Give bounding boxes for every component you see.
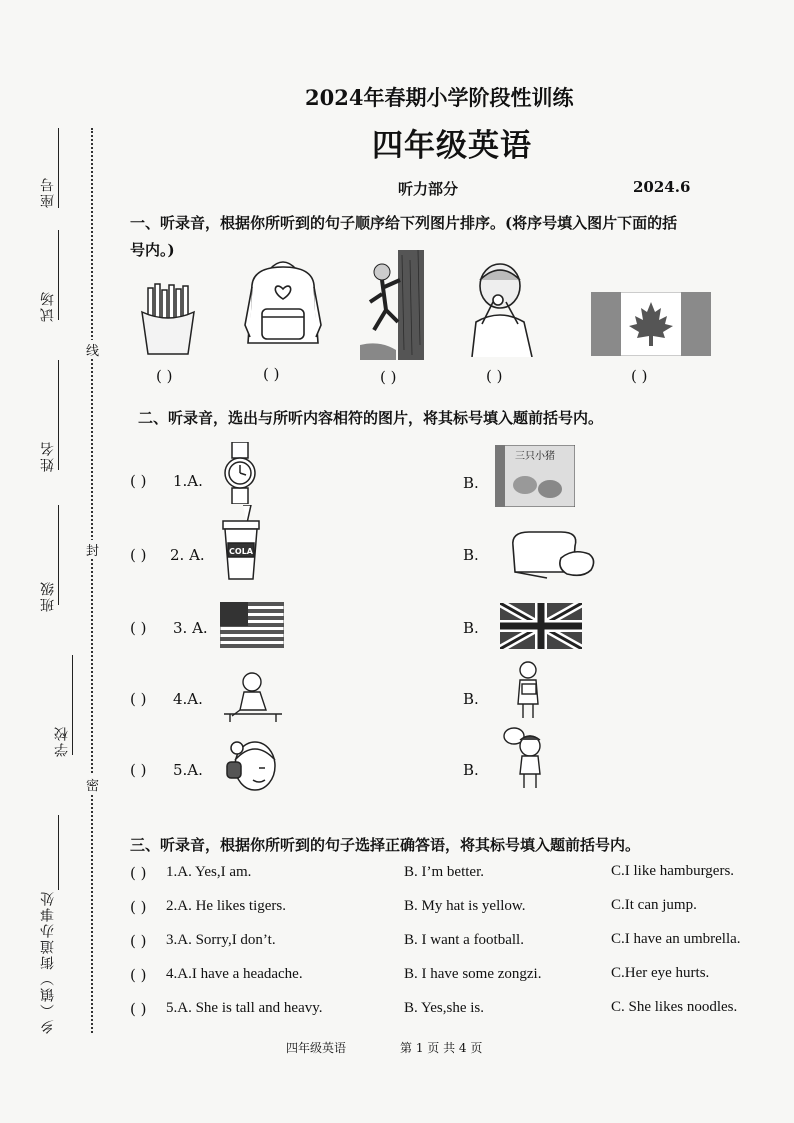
s2-q5-num: 5.A.: [173, 761, 203, 779]
s3-q1-option-a: 1.A. Yes,I am.: [166, 864, 252, 880]
watch-icon: [220, 442, 260, 504]
secret-mark: 密: [86, 775, 99, 794]
s3-q1-option-b: B. I’m better.: [404, 864, 484, 880]
s3-q5-option-a: 5.A. She is tall and heavy.: [166, 1000, 323, 1016]
s3-q4-option-a: 4.A.I have a headache.: [166, 966, 303, 982]
girl-sitting-icon: [222, 670, 284, 722]
s3-q3-option-b: B. I want a football.: [404, 932, 524, 948]
exam-date: 2024.6: [633, 178, 691, 196]
book-title-text: 三只小猪: [515, 451, 555, 462]
bread-icon: [503, 528, 599, 582]
s3-q5-option-c: C. She likes noodles.: [611, 999, 738, 1015]
fries-icon: [138, 282, 198, 358]
usa-flag-icon: [220, 602, 284, 648]
s2-q1-paren[interactable]: ( ): [130, 472, 147, 490]
s1-paren-1[interactable]: ( ): [156, 367, 173, 385]
s3-q2-option-a: 2.A. He likes tigers.: [166, 898, 286, 914]
s3-q3-paren[interactable]: ( ): [130, 932, 147, 950]
cola-label: COLA: [229, 547, 253, 556]
footer-page-number: 第 1 页 共 4 页: [400, 1041, 483, 1055]
s2-q5-paren[interactable]: ( ): [130, 761, 147, 779]
seat-label: 座号: [40, 176, 56, 208]
s3-q4-option-b: B. I have some zongzi.: [404, 966, 542, 982]
subject-title: 四年级英语: [372, 128, 532, 164]
s1-paren-2[interactable]: ( ): [263, 365, 280, 383]
s1-paren-5[interactable]: ( ): [631, 367, 648, 385]
canada-flag-icon: [591, 292, 711, 356]
s3-q1-paren[interactable]: ( ): [130, 864, 147, 882]
seal-mark: 封: [86, 540, 99, 559]
s2-q4-num: 4.A.: [173, 690, 203, 708]
town-label: 乡（镇）街道办事处: [40, 890, 56, 1034]
s1-paren-3[interactable]: ( ): [380, 368, 397, 386]
s2-q2-num: 2. A.: [170, 546, 205, 564]
boy-thinking-icon: [500, 726, 550, 790]
s2-q1-num: 1.A.: [173, 472, 203, 490]
s2-q5-b: B.: [463, 761, 479, 779]
section1-instruction-line1: 一、听录音，根据你所听到的句子顺序给下列图片排序。(将序号填入图片下面的括: [130, 214, 678, 232]
s2-q2-paren[interactable]: ( ): [130, 546, 147, 564]
s2-q4-b: B.: [463, 690, 479, 708]
footer-subject: 四年级英语: [286, 1041, 347, 1055]
uk-flag-icon: [500, 603, 582, 649]
girl-hurt-ear-icon: [225, 738, 281, 796]
s2-q4-paren[interactable]: ( ): [130, 690, 147, 708]
class-label: 班级: [40, 580, 56, 612]
line-mark: 线: [86, 340, 99, 359]
s1-paren-4[interactable]: ( ): [486, 367, 503, 385]
town-underline: [58, 815, 59, 890]
s2-q3-num: 3. A.: [173, 619, 208, 637]
sick-boy-icon: [462, 262, 542, 357]
three-little-pigs-book-icon: [495, 445, 575, 507]
binding-dotted-line: [91, 128, 93, 1033]
s3-q4-paren[interactable]: ( ): [130, 966, 147, 984]
room-underline: [58, 230, 59, 320]
s2-q2-b: B.: [463, 546, 479, 564]
s3-q4-option-c: C.Her eye hurts.: [611, 965, 710, 981]
backpack-icon: [240, 255, 326, 350]
s3-q3-option-a: 3.A. Sorry,I don’t.: [166, 932, 276, 948]
section3-instruction: 三、听录音，根据你所听到的句子选择正确答语，将其标号填入题前括号内。: [130, 836, 641, 854]
s2-q3-paren[interactable]: ( ): [130, 619, 147, 637]
s2-q1-b: B.: [463, 474, 479, 492]
s3-q5-option-b: B. Yes,she is.: [404, 1000, 485, 1016]
exam-title: 2024年春期小学阶段性训练: [305, 85, 574, 110]
s3-q1-option-c: C.I like hamburgers.: [611, 863, 735, 879]
section1-instruction-line2: 号内。): [130, 241, 175, 259]
cola-cup-icon: [221, 505, 261, 581]
name-label: 姓名: [40, 440, 56, 472]
seat-underline: [58, 128, 59, 208]
s3-q2-option-c: C.It can jump.: [611, 897, 697, 913]
school-label: 学校: [54, 725, 70, 757]
girl-reading-icon: [508, 660, 548, 720]
class-underline: [58, 505, 59, 605]
climbing-tree-icon: [360, 250, 430, 360]
s3-q3-option-c: C.I have an umbrella.: [611, 931, 741, 947]
s3-q2-paren[interactable]: ( ): [130, 898, 147, 916]
section2-instruction: 二、听录音，选出与所听内容相符的图片，将其标号填入题前括号内。: [138, 409, 604, 427]
name-underline: [58, 360, 59, 470]
school-underline: [72, 655, 73, 755]
room-label: 试场: [40, 290, 56, 322]
s2-q3-b: B.: [463, 619, 479, 637]
part-label: 听力部分: [398, 180, 459, 198]
s3-q5-paren[interactable]: ( ): [130, 1000, 147, 1018]
s3-q2-option-b: B. My hat is yellow.: [404, 898, 526, 914]
